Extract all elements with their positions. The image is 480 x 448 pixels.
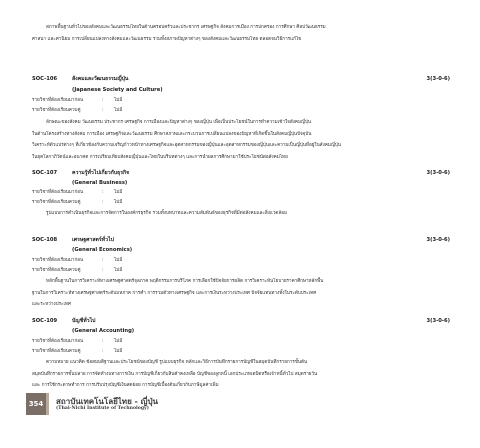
prerequisite-label: รายวิชาที่ต้องเรียนมาก่อน [32,98,84,103]
prerequisite-row: รายวิชาที่ต้องเรียนมาก่อน : ไม่มี [32,188,122,198]
course-header [32,168,450,178]
course-title-en: (General Accounting) [72,328,135,334]
corequisite-label: รายวิชาที่ต้องเรียนควบคู่ [32,349,81,354]
corequisite-value: ไม่มี [114,349,123,354]
course-credit: 3(3-0-6) [426,318,450,324]
prerequisite-value: ไม่มี [114,258,123,263]
course-title-th: เศรษฐศาสตร์ทั่วไป [72,237,114,243]
prerequisite-value: ไม่มี [114,339,123,344]
description-line: และ การใช้กระดาษทำการ การปรับปรุงบัญชีเงินสดย่อย การบัญชีเบื้องต้นเกี่ยวกับภาษีมูลค่าเพิ่ม [32,383,219,389]
course-credit: 3(3-0-6) [426,170,450,176]
course-description [32,276,452,311]
prerequisite-label: รายวิชาที่ต้องเรียนมาก่อน [32,258,84,263]
description-line: ฐานในการวิเคราะห์ทางเศรษฐศาสตร์ระดับมหภาค การคำ การรวมตัวทางเศรษฐกิจ และการเงินระหว่างประเทศ ปัจจัยแทนทางทั้งในระดับประเทศ [32,290,317,296]
institute-name-en: (Thai-Nichi Institute of Technology) [56,406,149,411]
institute-name-th: สถาบันเทคโนโลยีไทย - ญี่ปุ่น [56,396,159,406]
corequisite-label: รายวิชาที่ต้องเรียนควบคู่ [32,200,81,205]
course-title-en: (Japanese Society and Culture) [72,87,163,93]
prerequisite-row: รายวิชาที่ต้องเรียนมาก่อน : ไม่มี [32,337,122,347]
intro-line: ศาสนา และค่านิยม การเปลี่ยนแปลงทางสังคมและวัฒนธรรม รวมทั้งสภาพปัญหาต่างๆ ของสังคมและวัฒนธรรมไทย ตลอดจนวิธีการแก้ไข [32,36,302,42]
course-header [32,74,450,84]
footer-divider [46,393,49,415]
course-header [32,235,450,245]
page-number: 354 [26,393,46,415]
course-title-th: ความรู้ทั่วไปเกี่ยวกับธุรกิจ [72,170,130,176]
prerequisite-value: ไม่มี [114,190,123,195]
course-description [32,117,452,163]
corequisite-row: รายวิชาที่ต้องเรียนควบคู่ : ไม่มี [32,266,122,276]
description-line: และระหว่างประเทศ [32,302,71,308]
description-line: ในยุคโลกาภิวัตน์และอนาคต การเปรียบเทียบสังคมญี่ปุ่นและไทยในบริบทต่างๆ และการนำผลการศึกษามาใช้ประโยชน์ต่อสังคมไทย [32,154,288,160]
prerequisite-label: รายวิชาที่ต้องเรียนมาก่อน [32,339,84,344]
corequisite-value: ไม่มี [114,108,123,113]
course-title-th: สังคมและวัฒนธรรมญี่ปุ่น [72,76,129,82]
course-description [32,208,452,220]
description-line: ความหมาย แนวคิด ข้อสมมติฐานและประโยชน์ของบัญชี รูปแบบธุรกิจ หลักและวิธีการบันทึกรายการบัญชีในสมุดบันทึกรายการขั้นต้น [46,360,308,365]
description-line: หลักพื้นฐานในการวิเคราะห์ทางเศรษฐศาสตร์จุลภาค พฤติกรรมการบริโภค การเลือกใช้ปัจจัยการผลิต การวิเคราะห์นโยบายราคาศึกษาหลักพื้น [46,279,324,284]
prerequisite-row: รายวิชาที่ต้องเรียนมาก่อน : ไม่มี [32,96,122,106]
corequisite-label: รายวิชาที่ต้องเรียนควบคู่ [32,108,81,113]
course-description [32,357,452,392]
course-code: SOC-106 [32,76,58,82]
course-code: SOC-107 [32,170,58,176]
description-line: ลักษณะของสังคม วัฒนธรรม ประชากร เศรษฐกิจ การเมืองและปัญหาต่างๆ ของญี่ปุ่น เพื่อเป็นประโยชน์ในการทำความเข้าใจสังคมญี่ปุ่น [46,120,311,125]
course-title-en: (General Business) [72,180,128,186]
description-line: สมุดบันทึกรายการขั้นปลาย การจัดทำงบทางการเงิน การบัญชีเกี่ยวกับสินค้าคงเหลือ บัญชีของลูกหนี้ เอกประเภทเดบิตหรือเจ้าหนี้ทั่วไป สมุดรายวัน [32,371,318,377]
corequisite-row: รายวิชาที่ต้องเรียนควบคู่ : ไม่มี [32,347,122,357]
corequisite-label: รายวิชาที่ต้องเรียนควบคู่ [32,268,81,273]
prerequisite-value: ไม่มี [114,98,123,103]
course-header [32,316,450,326]
corequisite-row: รายวิชาที่ต้องเรียนควบคู่ : ไม่มี [32,198,122,208]
course-credit: 3(3-0-6) [426,76,450,82]
description-line: ในด้านโครงสร้างทางสังคม การเมือง เศรษฐกิจและวัฒนธรรม ศึกษาสภาพและกระบวนการเปลี่ยนแปลงของปัญหาที่เกิดขึ้นในสังคมญี่ปุ่นปัจจุบัน [32,131,312,137]
corequisite-value: ไม่มี [114,268,123,273]
course-credit: 3(3-0-6) [426,237,450,243]
description-line: รูปแบบการดำเนินธุรกิจและการจัดการในองค์กรธุรกิจ รวมทั้งบทบาทและความสัมพันธ์ของธุรกิจที่มีต่อสังคมและสิ่งแวดล้อม [46,211,288,216]
intro-paragraph [32,22,452,45]
prerequisite-label: รายวิชาที่ต้องเรียนมาก่อน [32,190,84,195]
course-title-en: (General Economics) [72,247,133,253]
prerequisite-row: รายวิชาที่ต้องเรียนมาก่อน : ไม่มี [32,256,122,266]
course-code: SOC-109 [32,318,58,324]
description-line: วิเคราะห์ตัวแปรต่างๆ ที่เกี่ยวข้องกับความเจริญก้าวหน้าทางเศรษฐกิจและอุตสาหกรรมของญี่ปุ่นและอุตสาหกรรมของญี่ปุ่นและความเป็นญี่ปุ่นที่อยู่ในสังคมญี่ปุ่น [32,143,341,149]
corequisite-row: รายวิชาที่ต้องเรียนควบคู่ : ไม่มี [32,106,122,116]
intro-line: สภาพพื้นฐานทั่วไปของสังคมและวัฒนธรรมไทยในด้านครอบครัวและประชากร เศรษฐกิจ สังคมการเมือง การปกครอง การศึกษา ศิลปวัฒนธรรม [46,25,326,30]
corequisite-value: ไม่มี [114,200,123,205]
course-title-th: บัญชีทั่วไป [72,318,96,324]
course-code: SOC-108 [32,237,58,243]
